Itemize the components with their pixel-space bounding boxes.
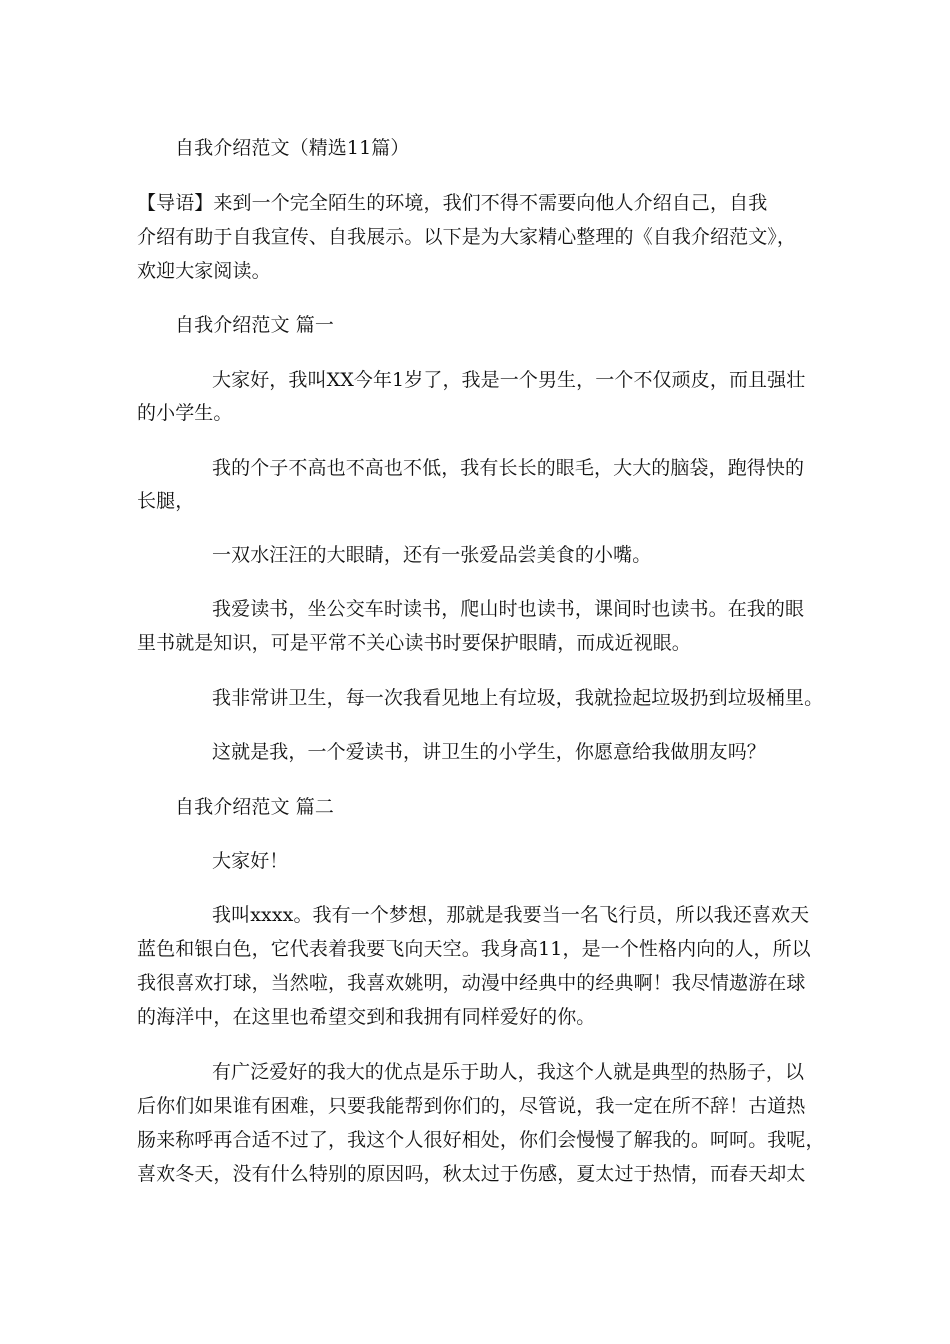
section2-heading: 自我介绍范文 篇二 bbox=[175, 796, 334, 818]
section2-p2-line-2: 蓝色和银白色，它代表着我要飞向天空。我身高11，是一个性格内向的人，所以 bbox=[137, 938, 811, 960]
section1-p2-line-1: 我的个子不高也不高也不低，我有长长的眼毛，大大的脑袋，跑得快的 bbox=[212, 457, 805, 479]
section1-p6: 这就是我，一个爱读书，讲卫生的小学生，你愿意给我做朋友吗？ bbox=[212, 741, 766, 763]
section2-p2-line-4: 的海洋中，在这里也希望交到和我拥有同样爱好的你。 bbox=[137, 1006, 596, 1028]
section1-p1-line-1: 大家好，我叫XX今年1岁了，我是一个男生，一个不仅顽皮，而且强壮 bbox=[212, 369, 806, 391]
section2-p3-line-3: 肠来称呼再合适不过了，我这个人很好相处，你们会慢慢了解我的。呵呵。我呢， bbox=[137, 1129, 825, 1151]
section1-p4-line-1: 我爱读书，坐公交车时读书，爬山时也读书，课间时也读书。在我的眼 bbox=[212, 598, 805, 620]
section1-p3: 一双水汪汪的大眼睛，还有一张爱品尝美食的小嘴。 bbox=[212, 544, 652, 566]
section1-heading: 自我介绍范文 篇一 bbox=[175, 314, 334, 336]
section2-p2-line-3: 我很喜欢打球，当然啦，我喜欢姚明，动漫中经典中的经典啊！我尽情遨游在球 bbox=[137, 972, 806, 994]
section2-p3-line-2: 后你们如果谁有困难，只要我能帮到你们的，尽管说，我一定在所不辞！古道热 bbox=[137, 1095, 806, 1117]
document-title: 自我介绍范文（精选11篇） bbox=[175, 137, 410, 159]
intro-line-2: 介绍有助于自我宣传、自我展示。以下是为大家精心整理的《自我介绍范文》， bbox=[137, 226, 797, 248]
section1-p1-line-2: 的小学生。 bbox=[137, 402, 233, 424]
section1-p2-line-2: 长腿， bbox=[137, 490, 195, 512]
intro-line-3: 欢迎大家阅读。 bbox=[137, 260, 271, 282]
section2-p1: 大家好！ bbox=[212, 850, 289, 872]
section2-p3-line-4: 喜欢冬天，没有什么特别的原因吗，秋太过于伤感，夏太过于热情，而春天却太 bbox=[137, 1163, 806, 1185]
section2-p2-line-1: 我叫xxxx。我有一个梦想，那就是我要当一名飞行员，所以我还喜欢天 bbox=[212, 904, 810, 926]
section1-p4-line-2: 里书就是知识，可是平常不关心读书时要保护眼睛，而成近视眼。 bbox=[137, 632, 691, 654]
section1-p5: 我非常讲卫生，每一次我看见地上有垃圾，我就捡起垃圾扔到垃圾桶里。 bbox=[212, 687, 824, 709]
intro-line-1: 【导语】来到一个完全陌生的环境，我们不得不需要向他人介绍自己，自我 bbox=[137, 192, 768, 214]
section2-p3-line-1: 有广泛爱好的我大的优点是乐于助人，我这个人就是典型的热肠子，以 bbox=[212, 1061, 805, 1083]
